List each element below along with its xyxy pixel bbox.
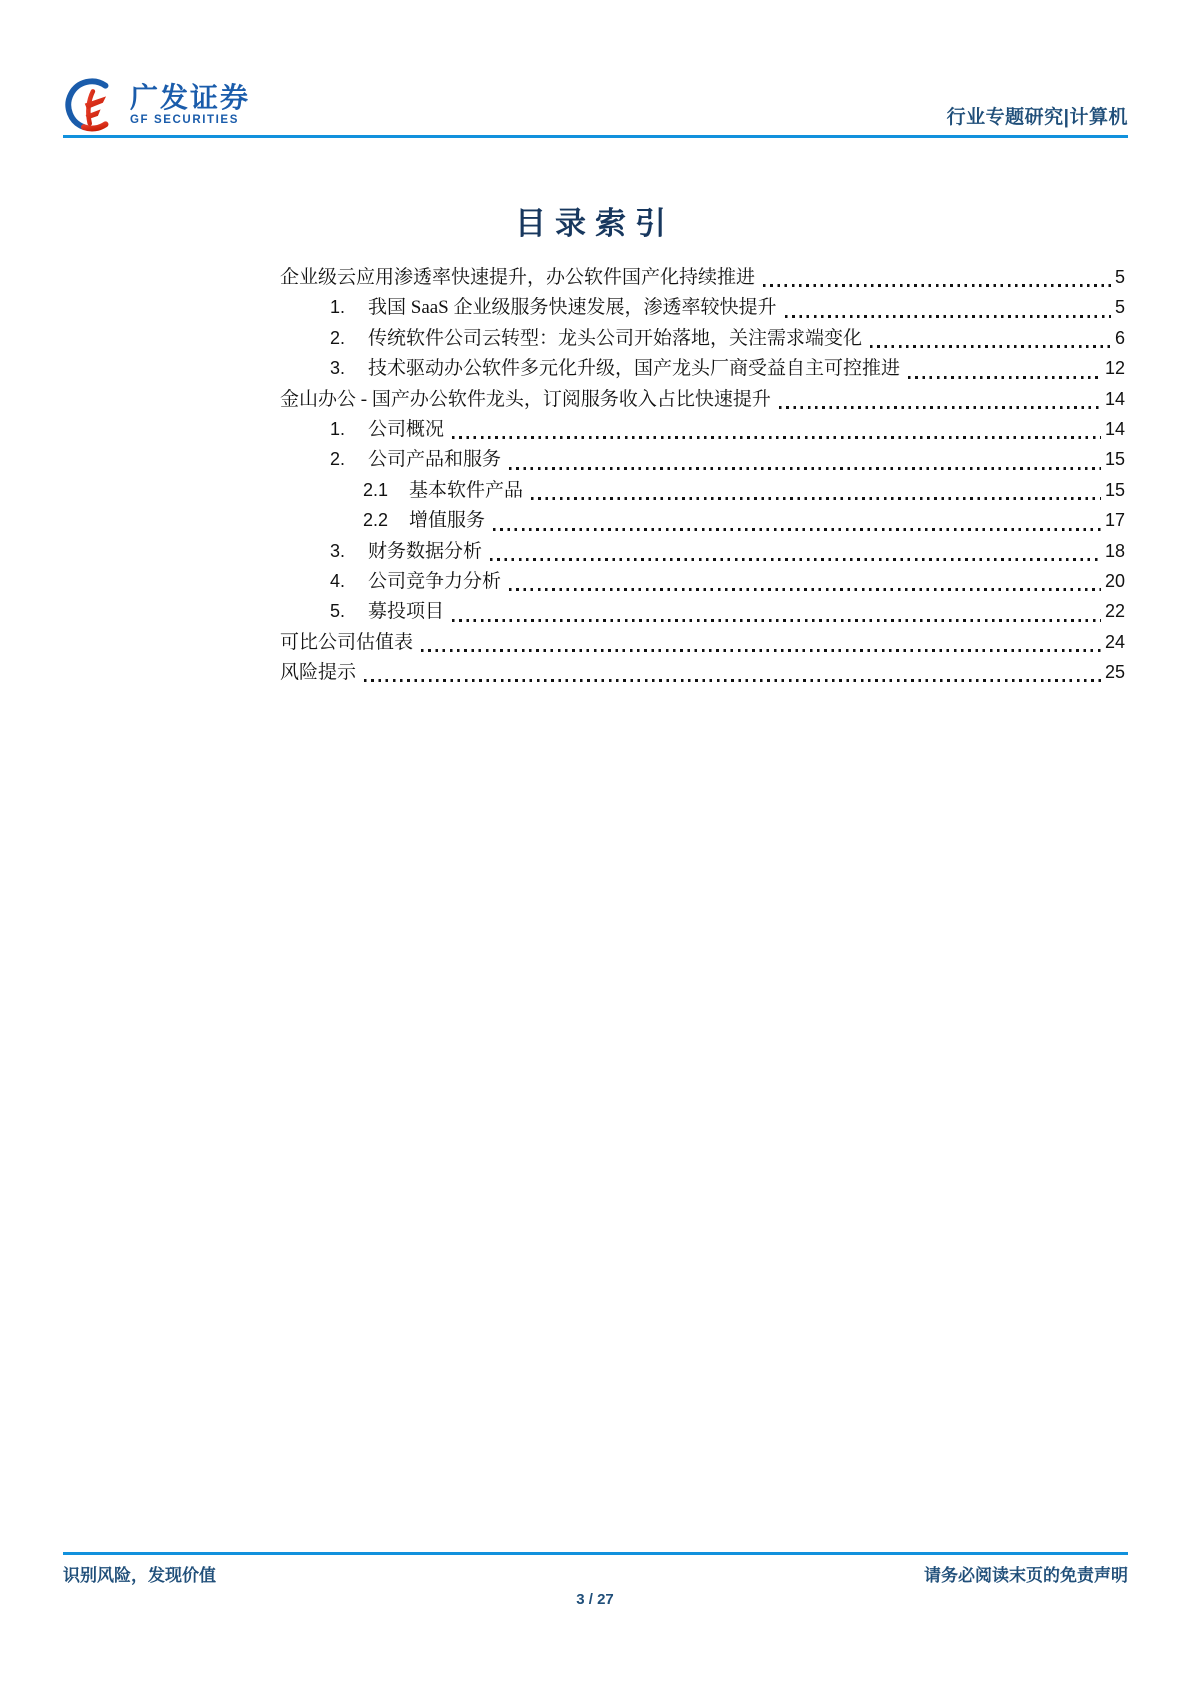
toc-entry-page: 6 bbox=[1114, 327, 1125, 348]
toc-entry-number: 2. bbox=[330, 449, 346, 470]
toc-entry[interactable] bbox=[280, 262, 1125, 292]
dot-leader bbox=[870, 345, 1111, 348]
gf-logo-icon bbox=[63, 76, 121, 134]
dot-leader bbox=[509, 467, 1101, 470]
toc-entry[interactable] bbox=[280, 536, 1125, 566]
toc-entry-number: 2.2 bbox=[363, 510, 389, 531]
toc-list bbox=[280, 262, 1125, 687]
toc-entry-title: 我国 SaaS 企业级服务快速发展，渗透率较快提升 bbox=[368, 297, 777, 319]
footer-divider bbox=[63, 1552, 1128, 1555]
dot-leader bbox=[531, 497, 1101, 500]
toc-entry-number: 1. bbox=[330, 418, 346, 439]
toc-entry-number: 3. bbox=[330, 358, 346, 379]
toc-entry-title: 财务数据分析 bbox=[368, 540, 483, 562]
toc-entry-page: 5 bbox=[1114, 267, 1125, 287]
page-number-indicator: 3 / 27 bbox=[576, 1591, 614, 1608]
dot-leader bbox=[490, 558, 1101, 561]
toc-entry-number: 2. bbox=[330, 327, 346, 348]
toc-entry-page: 12 bbox=[1104, 358, 1125, 379]
toc-entry[interactable] bbox=[280, 323, 1125, 353]
page-header bbox=[63, 72, 1128, 134]
dot-leader bbox=[509, 588, 1101, 591]
dot-leader bbox=[452, 619, 1101, 622]
toc-entry[interactable] bbox=[280, 657, 1125, 687]
toc-entry-number: 4. bbox=[330, 570, 346, 591]
dot-leader bbox=[493, 528, 1101, 531]
toc-entry-title: 金山办公 - 国产办公软件龙头，订阅服务收入占比快速提升 bbox=[280, 388, 771, 410]
toc-entry[interactable] bbox=[280, 566, 1125, 596]
toc-entry[interactable] bbox=[280, 292, 1125, 322]
toc-entry-page: 24 bbox=[1104, 631, 1125, 652]
toc-entry-title: 风险提示 bbox=[280, 662, 357, 684]
toc-entry-title: 公司产品和服务 bbox=[368, 449, 502, 471]
toc-entry-page: 14 bbox=[1104, 388, 1125, 409]
dot-leader bbox=[779, 406, 1101, 409]
toc-entry[interactable] bbox=[280, 353, 1125, 383]
gf-securities-logo bbox=[63, 76, 250, 134]
toc-entry-page: 25 bbox=[1104, 662, 1125, 683]
toc-entry-page: 20 bbox=[1104, 570, 1125, 591]
toc-entry-title: 企业级云应用渗透率快速提升，办公软件国产化持续推进 bbox=[280, 267, 756, 288]
toc-entry-page: 15 bbox=[1104, 479, 1125, 500]
page-title: 目录索引 bbox=[515, 206, 675, 241]
footer-row bbox=[63, 1561, 1128, 1586]
dot-leader bbox=[763, 284, 1111, 287]
dot-leader bbox=[785, 315, 1111, 318]
toc-entry-title: 可比公司估值表 bbox=[280, 631, 414, 653]
toc-entry-title: 技术驱动办公软件多元化升级，国产龙头厂商受益自主可控推进 bbox=[368, 358, 901, 380]
toc-entry-title: 传统软件公司云转型：龙头公司开始落地，关注需求端变化 bbox=[368, 327, 863, 349]
footer-right-disclaimer: 请务必阅读末页的免责声明 bbox=[924, 1566, 1128, 1585]
dot-leader bbox=[908, 376, 1101, 379]
toc-entry-title: 基本软件产品 bbox=[409, 479, 524, 501]
toc-entry-page: 22 bbox=[1104, 601, 1125, 622]
toc-entry-number: 5. bbox=[330, 601, 346, 622]
toc-entry[interactable] bbox=[280, 414, 1125, 444]
toc-entry-page: 5 bbox=[1114, 297, 1125, 318]
toc-entry-number: 3. bbox=[330, 540, 346, 561]
logo-wordmark bbox=[130, 81, 251, 127]
dot-leader bbox=[421, 649, 1101, 652]
toc-entry-title: 增值服务 bbox=[409, 510, 486, 532]
toc-entry[interactable] bbox=[280, 505, 1125, 535]
toc-entry-title: 募投项目 bbox=[368, 601, 445, 623]
logo-english-name: GF SECURITIES bbox=[130, 113, 239, 126]
header-divider bbox=[63, 135, 1128, 138]
toc-entry[interactable] bbox=[280, 596, 1125, 626]
dot-leader bbox=[452, 436, 1101, 439]
dot-leader bbox=[364, 679, 1101, 682]
toc-entry-title: 公司竞争力分析 bbox=[368, 570, 502, 592]
toc-entry[interactable] bbox=[280, 384, 1125, 414]
footer-left-slogan: 识别风险，发现价值 bbox=[63, 1566, 216, 1585]
toc-entry-page: 14 bbox=[1104, 418, 1125, 439]
toc-entry-title: 公司概况 bbox=[368, 418, 445, 440]
report-category-label: 行业专题研究|计算机 bbox=[946, 107, 1128, 128]
logo-chinese-name: 广发证券 bbox=[130, 81, 251, 113]
toc-entry[interactable] bbox=[280, 444, 1125, 474]
toc-entry-number: 2.1 bbox=[363, 479, 389, 500]
toc-entry[interactable] bbox=[280, 475, 1125, 505]
toc-entry-page: 18 bbox=[1104, 540, 1125, 561]
toc-entry-page: 15 bbox=[1104, 449, 1125, 470]
toc-entry-page: 17 bbox=[1104, 510, 1125, 531]
toc-entry[interactable] bbox=[280, 627, 1125, 657]
toc-entry-number: 1. bbox=[330, 297, 346, 318]
